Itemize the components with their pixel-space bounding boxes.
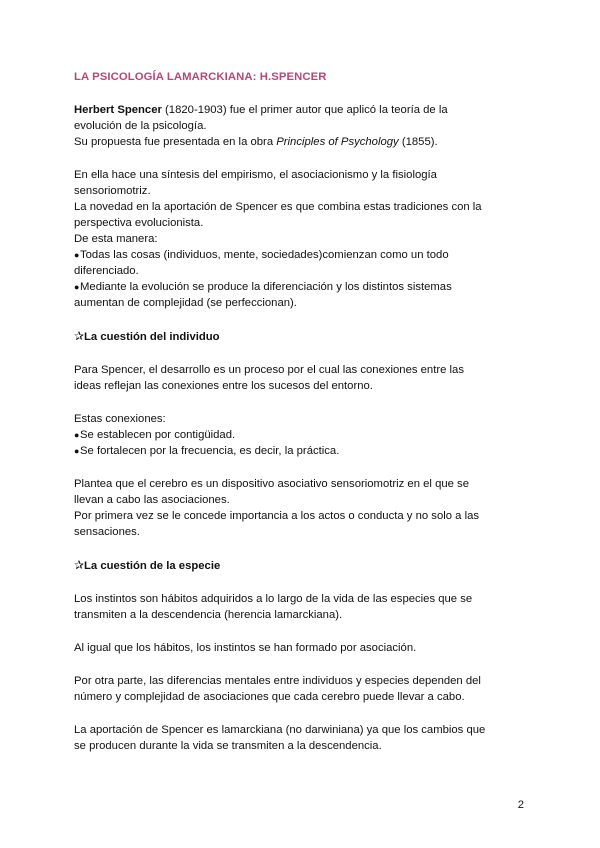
especie-paragraph-3: Por otra parte, las diferencias mentales entre individuos y especies dependen del número y complejidad de asociaciones que cada cerebro puede llevar a cabo. xyxy=(74,675,481,703)
synthesis-line: La novedad en la aportación de Spencer es que combina estas tradiciones con la xyxy=(74,201,482,213)
bullet-item: ●Se fortalecen por la frecuencia, es decir, la práctica. xyxy=(74,445,340,457)
bullet-continuation: aumentan de complejidad (se perfeccionan). xyxy=(74,297,297,309)
bullet-icon: ● xyxy=(74,250,80,260)
bullet-item: ●Todas las cosas (individuos, mente, sociedades)comienzan como un todo xyxy=(74,249,449,261)
individuo-paragraph-1: Para Spencer, el desarrollo es un proceso por el cual las conexiones entre las ideas reflejan las conexiones entre los sucesos del entorno. xyxy=(74,364,464,392)
bullet-item: ●Mediante la evolución se produce la diferenciación y los distintos sistemas xyxy=(74,281,452,293)
book-title: Principles of Psychology xyxy=(276,136,399,148)
synthesis-paragraph xyxy=(74,167,534,311)
bullet-continuation: diferenciado. xyxy=(74,265,139,277)
page-content xyxy=(74,69,534,771)
intro-line-2: evolución de la psicología. xyxy=(74,120,207,132)
bullet-icon: ● xyxy=(74,446,80,456)
synthesis-line: En ella hace una síntesis del empirismo, el asociacionismo y la fisiología xyxy=(74,169,437,181)
synthesis-line: perspectiva evolucionista. xyxy=(74,217,204,229)
star-icon: ✰ xyxy=(74,329,85,343)
individuo-paragraph-3: Plantea que el cerebro es un dispositivo asociativo sensoriomotriz en el que se llevan a cabo las asociaciones. Por primera vez se le concede importancia a los actos o conducta y no solo a las sensaciones. xyxy=(74,478,480,538)
author-name: Herbert Spencer xyxy=(74,104,162,116)
individuo-paragraph-2: Estas conexiones: ●Se establecen por contigüidad. ●Se fortalecen por la frecuencia, es decir, la práctica. xyxy=(74,411,534,459)
star-icon: ✰ xyxy=(74,558,85,572)
synthesis-line: De esta manera: xyxy=(74,233,158,245)
section-heading-especie: ✰La cuestión de la especie xyxy=(74,558,221,572)
bullet-icon: ● xyxy=(74,430,80,440)
document-title: LA PSICOLOGÍA LAMARCKIANA: H.SPENCER xyxy=(74,71,327,83)
intro-line-1: Herbert Spencer (1820-1903) fue el primer autor que aplicó la teoría de la xyxy=(74,104,448,116)
section-heading-individuo: ✰La cuestión del individuo xyxy=(74,329,220,343)
bullet-item: ●Se establecen por contigüidad. xyxy=(74,429,236,441)
bullet-icon: ● xyxy=(74,282,80,292)
intro-line-3: Su propuesta fue presentada en la obra Principles of Psychology (1855). xyxy=(74,136,438,148)
especie-paragraph-4: La aportación de Spencer es lamarckiana (no darwiniana) ya que los cambios que se producen durante la vida se transmiten a la descendencia. xyxy=(74,724,486,752)
synthesis-line: sensoriomotriz. xyxy=(74,185,151,197)
page-number: 2 xyxy=(517,799,524,811)
especie-paragraph-1: Los instintos son hábitos adquiridos a lo largo de la vida de las especies que se transmiten a la descendencia (herencia lamarckiana). xyxy=(74,593,473,621)
intro-paragraph xyxy=(74,102,534,150)
especie-paragraph-2: Al igual que los hábitos, los instintos se han formado por asociación. xyxy=(74,642,417,654)
